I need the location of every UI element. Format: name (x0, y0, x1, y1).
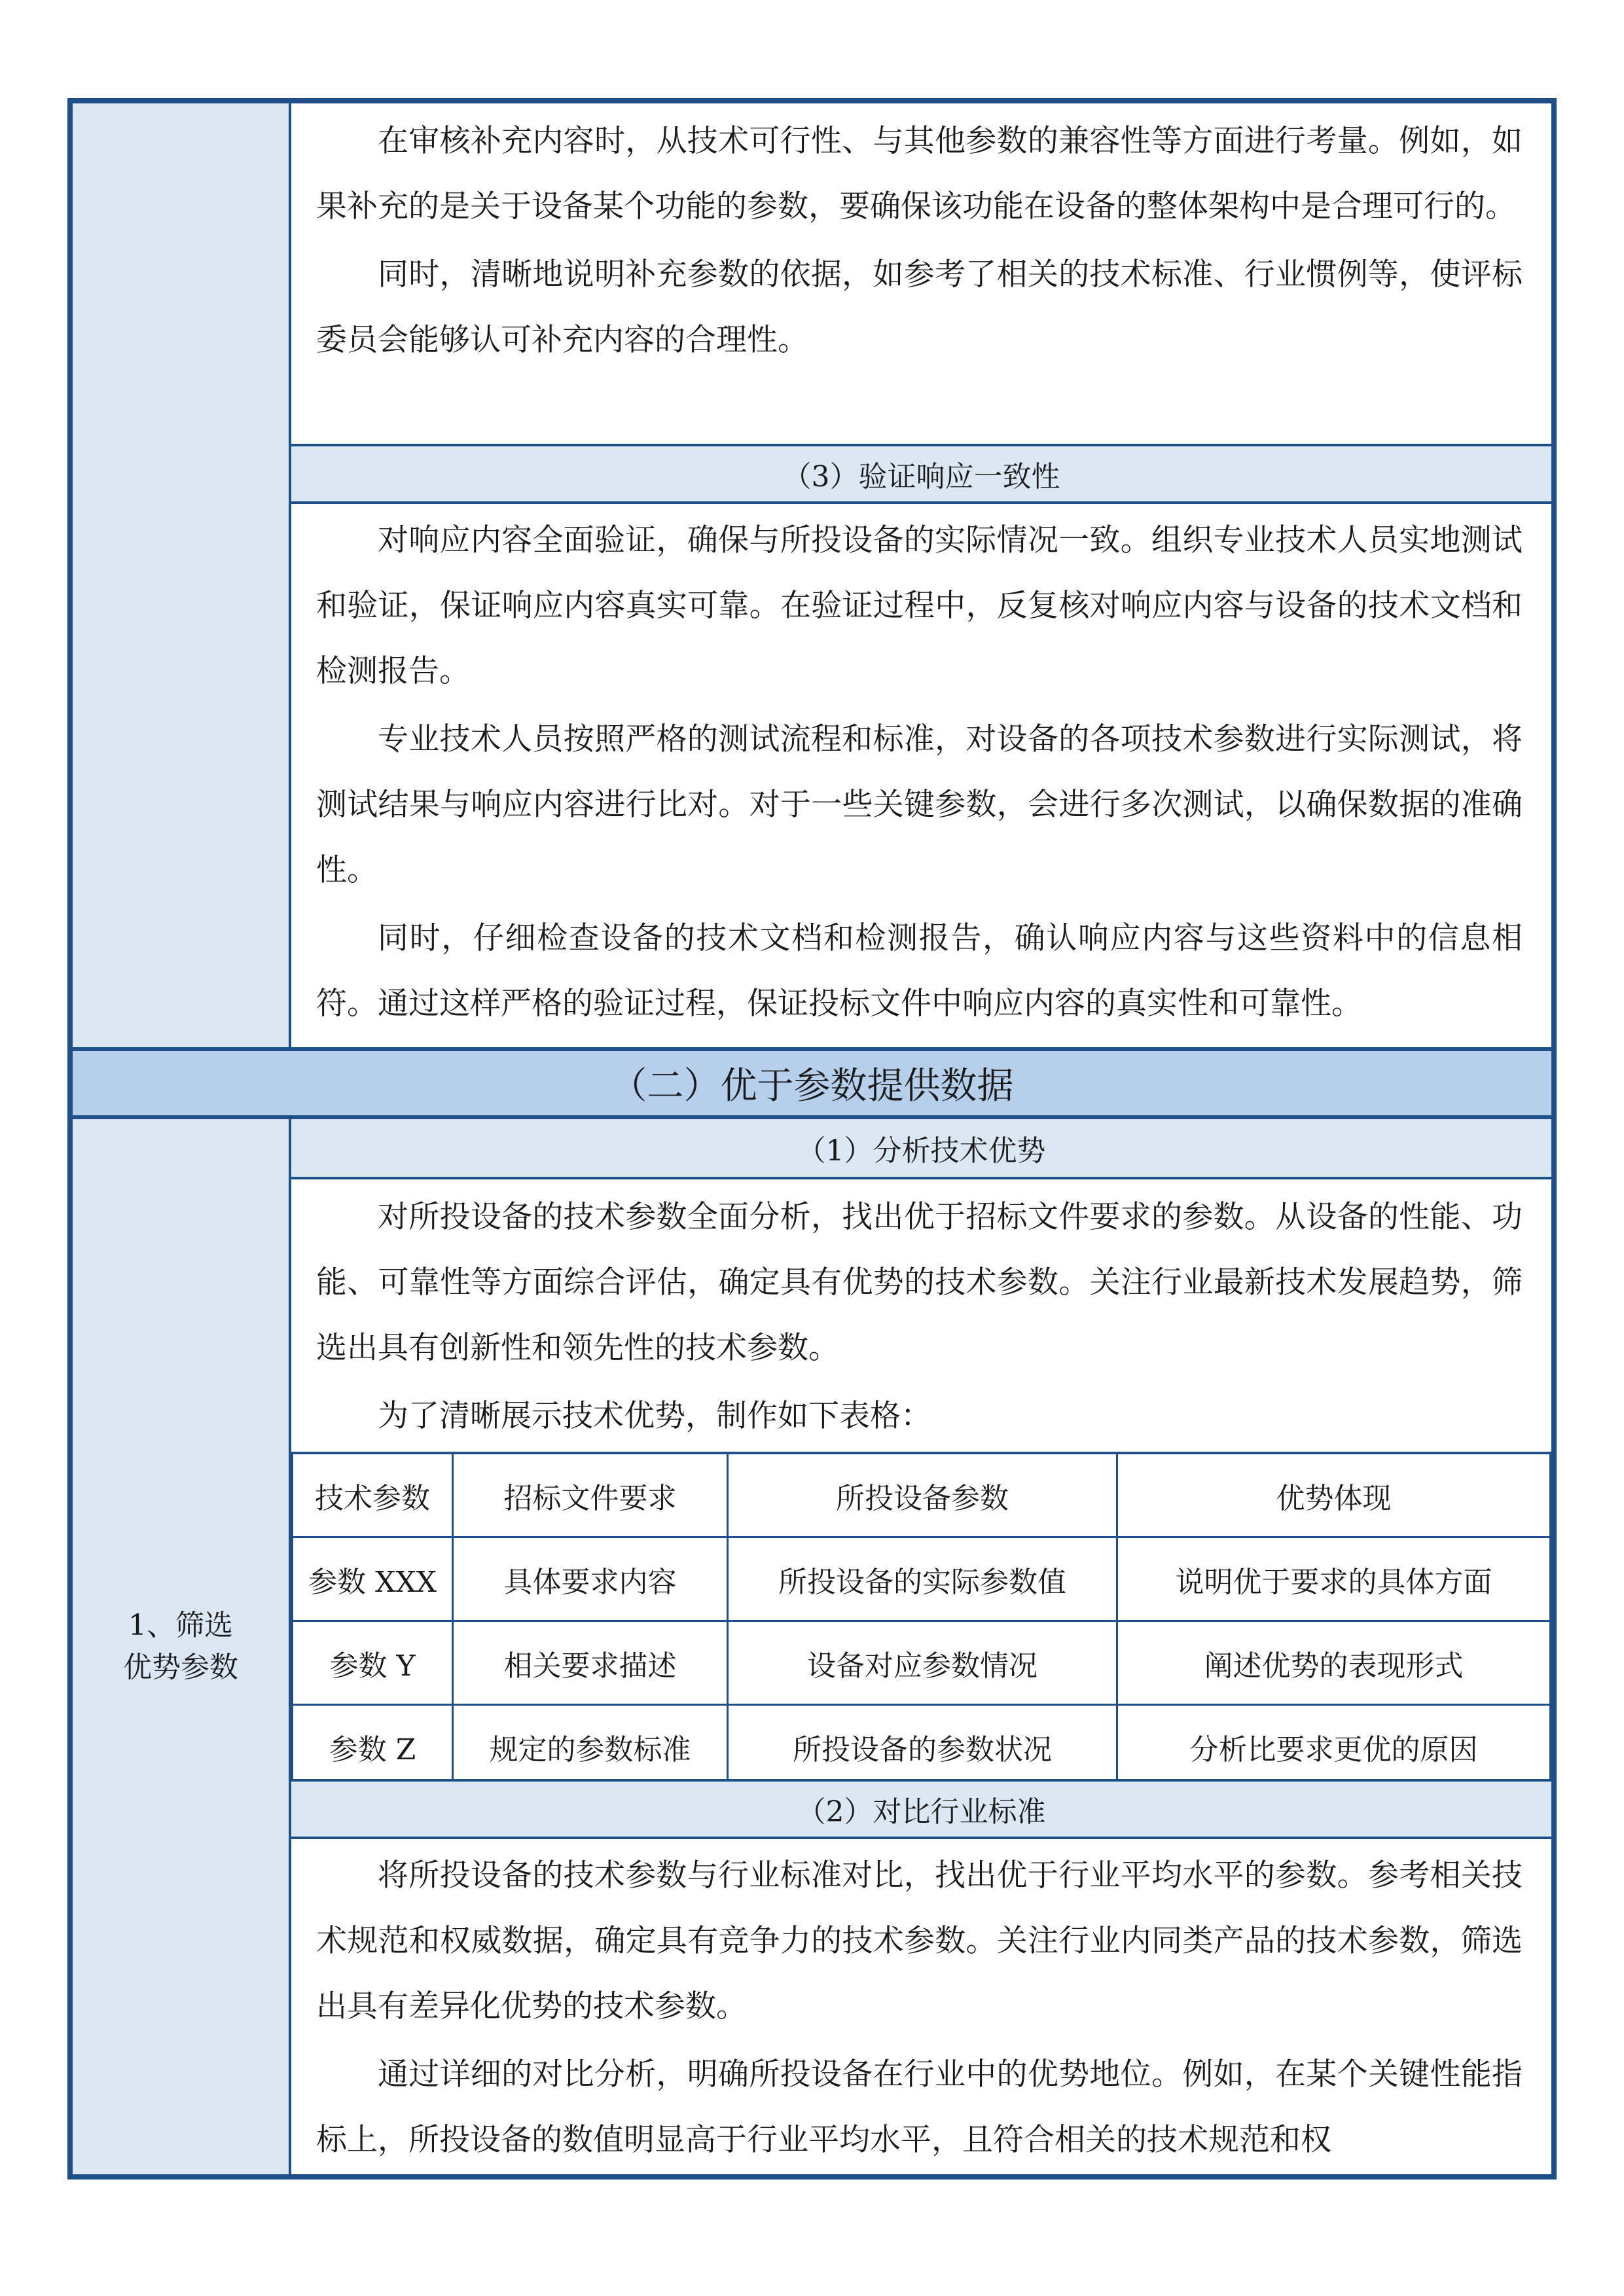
table-cell: 参数 Y (293, 1621, 453, 1705)
paragraph: 在审核补充内容时，从技术可行性、与其他参数的兼容性等方面进行考量。例如，如果补充的是关于设备某个功能的参数，要确保该功能在设备的整体架构中是合理可行的。 (316, 123, 1523, 224)
table-cell: 参数 XXX (293, 1537, 453, 1621)
table-header: 优势体现 (1117, 1453, 1551, 1537)
row-label: 1、筛选优势参数 (123, 1609, 238, 1684)
advantage-table (291, 1452, 1551, 1789)
table-cell: 参数 Z (293, 1705, 453, 1789)
paragraph: 对响应内容全面验证，确保与所投设备的实际情况一致。组织专业技术人员实地测试和验证，保证响应内容真实可靠。在验证过程中，反复核对响应内容与设备的技术文档和检测报告。 (316, 522, 1523, 689)
document-frame (67, 98, 1557, 2179)
paragraph: 为了清晰展示技术优势，制作如下表格： (378, 1398, 931, 1434)
left-column-bottom (73, 1119, 291, 2174)
table-cell: 设备对应参数情况 (728, 1621, 1117, 1705)
table-header: 技术参数 (293, 1453, 453, 1537)
compare-heading: （2）对比行业标准 (291, 1779, 1551, 1839)
analyze-cell (291, 1179, 1551, 1452)
verify-cell (291, 504, 1551, 1047)
section-title: （二）优于参数提供数据 (73, 1047, 1551, 1119)
left-column-top (73, 103, 291, 1047)
compare-cell (291, 1839, 1551, 2173)
table-header: 招标文件要求 (453, 1453, 728, 1537)
table-cell: 分析比要求更优的原因 (1117, 1705, 1551, 1789)
paragraph: 通过详细的对比分析，明确所投设备在行业中的优势地位。例如，在某个关键性能指标上，所投设备的数值明显高于行业平均水平，且符合相关的技术规范和权 (316, 2056, 1523, 2158)
analyze-heading: （1）分析技术优势 (291, 1119, 1551, 1179)
table-cell: 相关要求描述 (453, 1621, 728, 1705)
verify-heading: （3）验证响应一致性 (291, 444, 1551, 504)
paragraph: 同时，清晰地说明补充参数的依据，如参考了相关的技术标准、行业惯例等，使评标委员会能够认可补充内容的合理性。 (316, 257, 1523, 358)
paragraph: 对所投设备的技术参数全面分析，找出优于招标文件要求的参数。从设备的性能、功能、可靠性等方面综合评估，确定具有优势的技术参数。关注行业最新技术发展趋势，筛选出具有创新性和领先性的技术参数。 (316, 1199, 1523, 1366)
table-row (293, 1621, 1551, 1705)
paragraph: 将所投设备的技术参数与行业标准对比，找出优于行业平均水平的参数。参考相关技术规范和权威数据，确定具有竞争力的技术参数。关注行业内同类产品的技术参数，筛选出具有差异化优势的技术参数。 (316, 1857, 1523, 2024)
table-row (293, 1537, 1551, 1621)
table-row (293, 1705, 1551, 1789)
table-cell: 所投设备的参数状况 (728, 1705, 1117, 1789)
table-cell: 规定的参数标准 (453, 1705, 728, 1789)
table-cell: 说明优于要求的具体方面 (1117, 1537, 1551, 1621)
table-cell: 阐述优势的表现形式 (1117, 1621, 1551, 1705)
paragraph: 同时，仔细检查设备的技术文档和检测报告，确认响应内容与这些资料中的信息相符。通过这样严格的验证过程，保证投标文件中响应内容的真实性和可靠性。 (316, 920, 1523, 1022)
table-header-row (293, 1453, 1551, 1537)
supplement-review-cell (291, 103, 1551, 444)
table-cell: 所投设备的实际参数值 (728, 1537, 1117, 1621)
table-cell: 具体要求内容 (453, 1537, 728, 1621)
paragraph: 专业技术人员按照严格的测试流程和标准，对设备的各项技术参数进行实际测试，将测试结果与响应内容进行比对。对于一些关键参数，会进行多次测试，以确保数据的准确性。 (316, 721, 1523, 888)
table-header: 所投设备参数 (728, 1453, 1117, 1537)
